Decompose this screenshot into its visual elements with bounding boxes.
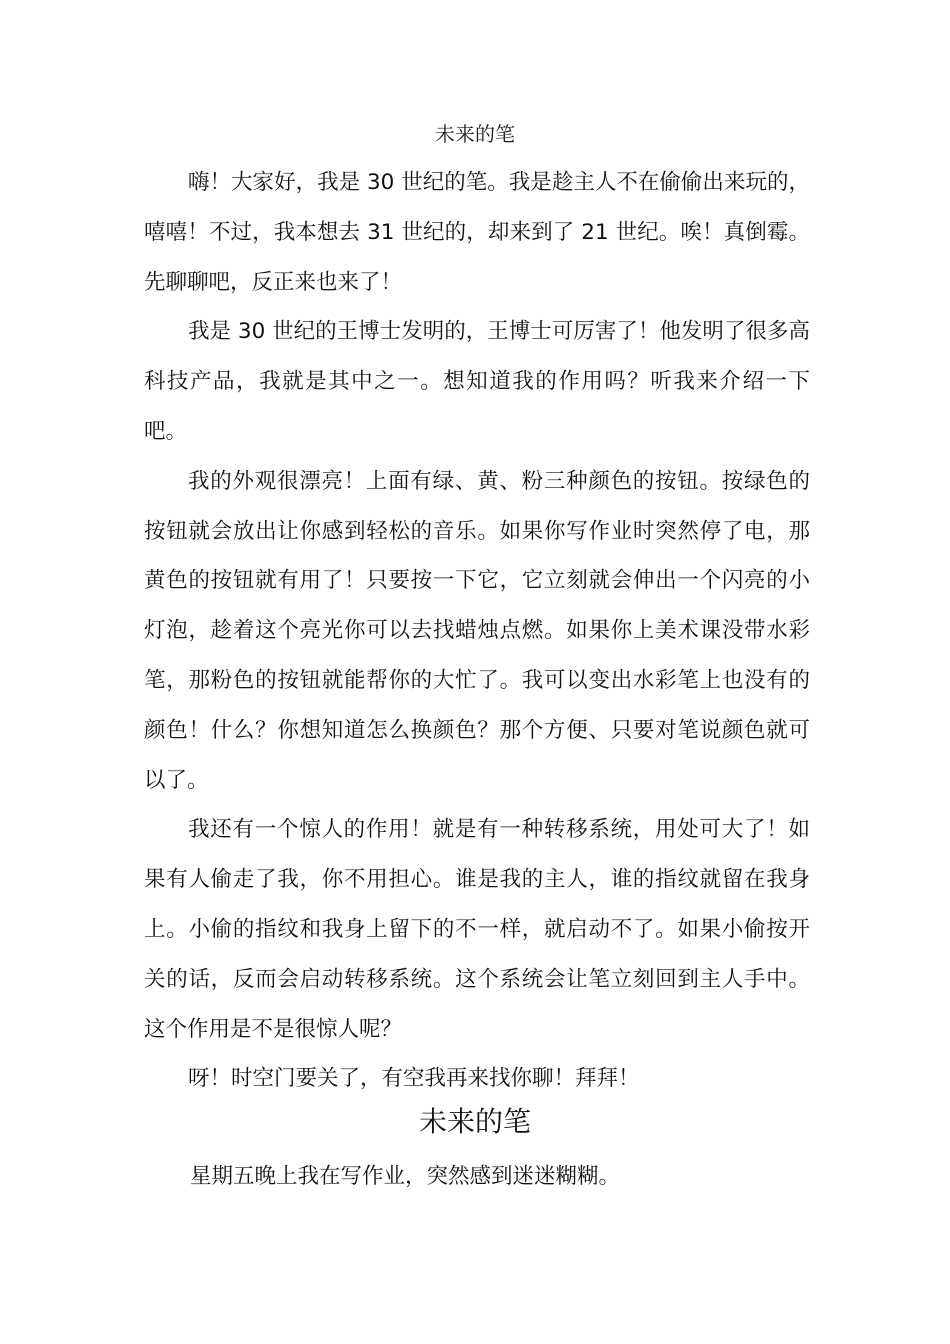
paragraph-4: 我还有一个惊人的作用！就是有一种转移系统，用处可大了！如果有人偷走了我，你不用担心。谁是我的主人，谁的指纹就留在我身上。小偷的指纹和我身上留下的不一样，就启动不了。如果小偷按开关的话，反而会启动转移系统。这个系统会让笔立刻回到主人手中。这个作用是不是很惊人呢？ xyxy=(144,817,810,1042)
essay-title: 未来的笔 xyxy=(435,122,515,146)
second-essay-paragraph-1: 星期五晚上我在写作业，突然感到迷迷糊糊。 xyxy=(190,1164,621,1189)
paragraph-5: 呀！时空门要关了，有空我再来找你聊！拜拜！ xyxy=(188,1066,640,1092)
paragraph-1: 嗨！大家好，我是 30 世纪的笔。我是趁主人不在偷偷出来玩的，嘻嘻！不过，我本想去 31 世纪的，却来到了 21 世纪。唉！真倒霉。先聊聊吧，反正来也来了！ xyxy=(144,170,810,295)
paragraph-3: 我的外观很漂亮！上面有绿、黄、粉三种颜色的按钮。按绿色的按钮就会放出让你感到轻松的音乐。如果你写作业时突然停了电，那黄色的按钮就有用了！只要按一下它，它立刻就会伸出一个闪亮的小灯泡，趁着这个亮光你可以去找蜡烛点燃。如果你上美术课没带水彩笔，那粉色的按钮就能帮你的大忙了。我可以变出水彩笔上也没有的颜色！什么？你想知道怎么换颜色？那个方便、只要对笔说颜色就可以了。 xyxy=(144,468,810,793)
second-essay-title: 未来的笔 xyxy=(418,1105,531,1138)
paragraph-2: 我是 30 世纪的王博士发明的，王博士可厉害了！他发明了很多高科技产品，我就是其中之一。想知道我的作用吗？听我来介绍一下吧。 xyxy=(144,319,810,444)
essay-body xyxy=(144,158,810,1104)
